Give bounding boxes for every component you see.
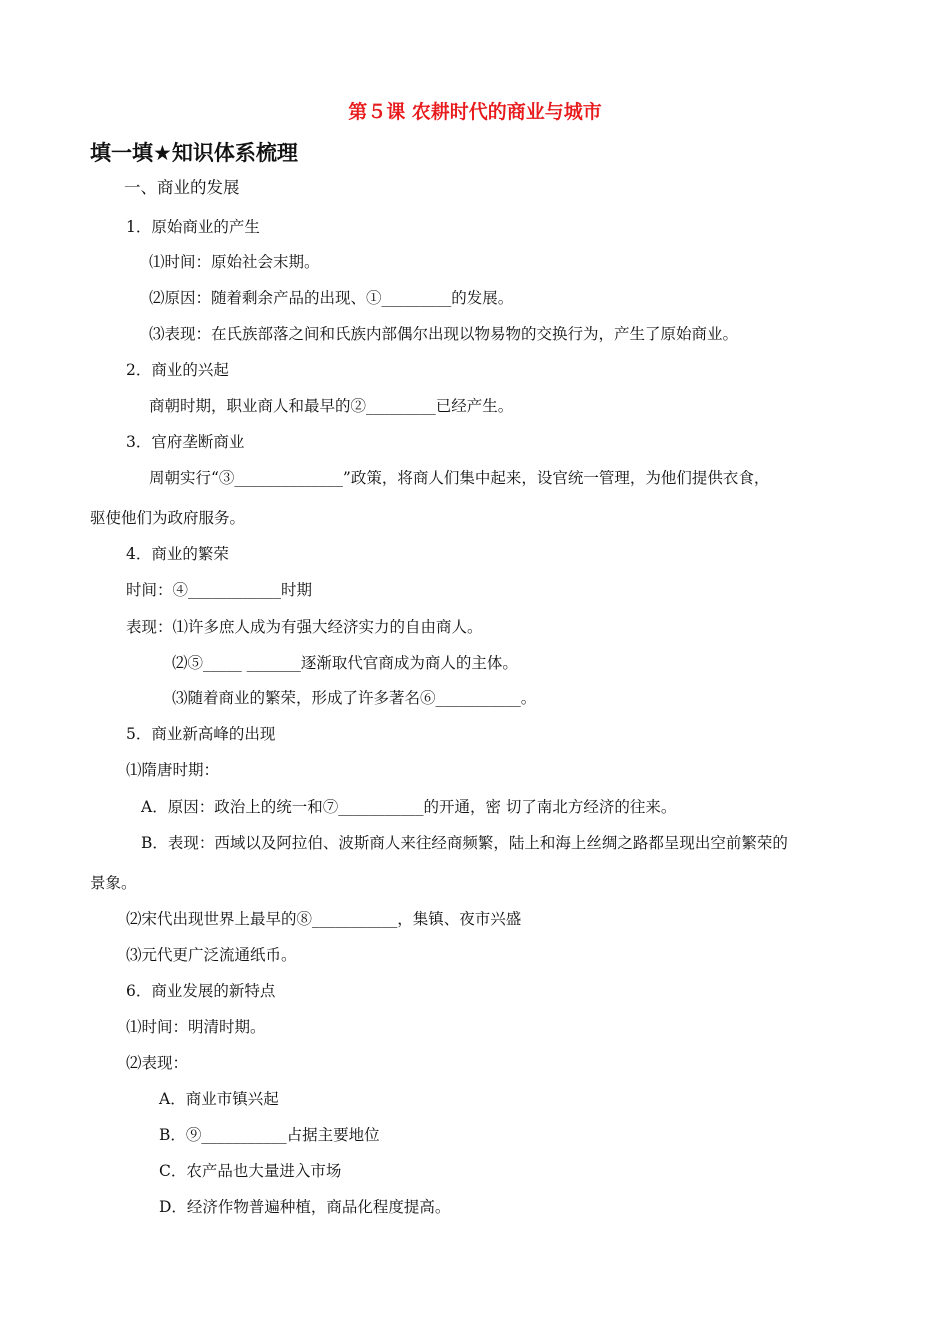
item-4-manifestation-3: ⑶随着商业的繁荣，形成了许多著名⑥___________。 — [172, 689, 537, 707]
item-1-manifestation: ⑶表现：在氏族部落之间和氏族内部偶尔出现以物易物的交换行为，产生了原始商业。 — [149, 325, 739, 343]
item-5-cause: A．原因：政治上的统一和⑦___________的开通，密 切了南北方经济的往来。 — [141, 798, 677, 816]
item-5-sui-tang: ⑴隋唐时期： — [126, 761, 220, 779]
lesson-title: 第５课 农耕时代的商业与城市 — [348, 101, 602, 123]
item-5-manifestation: B．表现：西域以及阿拉伯、波斯商人来往经商频繁，陆上和海上丝绸之路都呈现出空前繁荣的 — [141, 834, 788, 852]
item-5-manifestation-cont: 景象。 — [90, 874, 137, 892]
item-4-manifestation-1: 表现：⑴许多庶人成为有强大经济实力的自由商人。 — [126, 618, 483, 636]
item-6-time: ⑴时间：明清时期。 — [126, 1018, 266, 1036]
item-3-text-cont: 驱使他们为政府服务。 — [90, 509, 246, 527]
item-4-manifestation-2: ⑵⑤_____ _______逐渐取代官商成为商人的主体。 — [172, 654, 518, 672]
item-3-text: 周朝实行“③______________”政策，将商人们集中起来，设官统一管理，为他们提供衣食， — [149, 469, 770, 487]
item-5-yuan: ⑶元代更广泛流通纸币。 — [126, 946, 297, 964]
item-6-a: A．商业市镇兴起 — [159, 1090, 279, 1108]
item-2-heading: 2．商业的兴起 — [126, 361, 229, 379]
item-1-heading: 1．原始商业的产生 — [126, 218, 260, 236]
item-6-heading: 6．商业发展的新特点 — [126, 982, 276, 1000]
item-5-song: ⑵宋代出现世界上最早的⑧___________，集镇、夜市兴盛 — [126, 910, 522, 928]
item-6-manifestation: ⑵表现： — [126, 1054, 189, 1072]
heading-commerce-development: 一、商业的发展 — [124, 178, 240, 197]
item-4-heading: 4．商业的繁荣 — [126, 545, 229, 563]
item-5-heading: 5．商业新高峰的出现 — [126, 725, 276, 743]
item-6-d: D．经济作物普遍种植，商品化程度提高。 — [159, 1198, 451, 1216]
item-6-c: C．农产品也大量进入市场 — [159, 1162, 342, 1180]
section-heading: 填一填★知识体系梳理 — [90, 141, 298, 165]
item-1-time: ⑴时间：原始社会末期。 — [149, 253, 320, 271]
item-1-cause: ⑵原因：随着剩余产品的出现、①_________的发展。 — [149, 289, 514, 307]
item-6-b: B．⑨___________占据主要地位 — [159, 1126, 380, 1144]
item-4-time: 时间：④____________时期 — [126, 581, 313, 599]
item-3-heading: 3．官府垄断商业 — [126, 433, 245, 451]
item-2-text: 商朝时期，职业商人和最早的②_________已经产生。 — [149, 397, 514, 415]
